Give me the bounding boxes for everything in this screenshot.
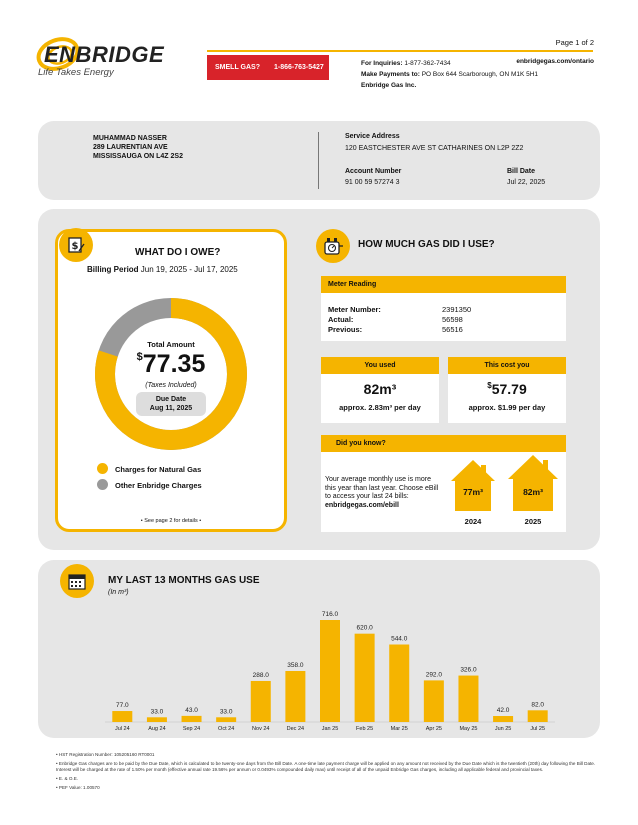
bar-value-label: 620.0: [356, 624, 373, 632]
account-number: 91 00 59 57274 3: [345, 179, 400, 186]
bar-value-label: 292.0: [425, 671, 442, 679]
payments-address: PO Box 644 Scarborough, ON M1K 5H1: [421, 71, 539, 78]
legend-other-label: Other Enbridge Charges: [115, 481, 202, 490]
bar-value-label: 326.0: [460, 666, 477, 674]
x-tick-label: Dec 24: [286, 726, 305, 732]
previous-reading: 56516: [442, 325, 463, 334]
usage-title: HOW MUCH GAS DID I USE?: [358, 239, 495, 250]
bar-oct-24: [216, 717, 236, 722]
you-used-header: You used: [321, 357, 439, 374]
bar-value-label: 358.0: [287, 662, 304, 669]
meter-labels: [328, 305, 381, 335]
bar-jul-24: [112, 711, 132, 722]
total-amount: [93, 350, 249, 379]
billing-period-value: Jun 19, 2025 - Jul 17, 2025: [140, 265, 238, 274]
bar-value-label: 33.0: [150, 708, 164, 716]
footer-line: • HST Registration Number: 105205160 RT0001: [56, 752, 155, 757]
total-currency: $: [136, 351, 143, 363]
total-value: 77.35: [142, 350, 206, 378]
cost-amount: 57.79: [491, 381, 527, 397]
x-tick-label: Mar 25: [390, 726, 408, 732]
actual-reading: 56598: [442, 315, 463, 324]
calendar-icon: [60, 564, 94, 598]
details-note: • See page 2 for details •: [140, 518, 202, 524]
payments-label: Make Payments to:: [361, 71, 420, 78]
company-name: Enbridge Gas Inc.: [361, 82, 417, 89]
bar-nov-24: [251, 681, 271, 722]
meter-values: [442, 305, 471, 335]
dollar-bill-icon: [59, 228, 93, 262]
x-tick-label: Feb 25: [356, 726, 374, 732]
x-tick-label: Oct 24: [218, 726, 235, 732]
house-2025-value: 82m³: [523, 487, 543, 497]
customer-city: MISSISSAUGA ON L4Z 2S2: [93, 153, 183, 160]
smell-gas-phone[interactable]: 1-866-763-5427: [273, 64, 324, 71]
bar-value-label: 288.0: [252, 671, 269, 679]
contact-info: [361, 58, 538, 91]
svg-text:$: $: [71, 241, 79, 252]
legend-other-swatch: [97, 479, 108, 490]
bar-value-label: 544.0: [391, 635, 408, 643]
cost-value: [448, 381, 566, 399]
gas-use-chart: [100, 600, 560, 734]
cost-per-day: approx. $1.99 per day: [468, 403, 546, 412]
history-title: MY LAST 13 MONTHS GAS USE: [108, 575, 260, 586]
customer-name: MUHAMMAD NASSER: [93, 135, 167, 142]
bar-jan-25: [320, 620, 340, 722]
x-tick-label: Aug 24: [148, 726, 166, 732]
bar-may-25: [458, 676, 478, 722]
due-date-label: Due Date: [155, 396, 187, 403]
bar-value-label: 82.0: [531, 701, 545, 709]
x-tick-label: Apr 25: [425, 726, 442, 732]
x-tick-label: Nov 24: [252, 726, 270, 732]
meter-number: 2391350: [442, 305, 472, 314]
service-address-label: Service Address: [345, 133, 400, 140]
ebill-link[interactable]: enbridgegas.com/ebill: [325, 502, 399, 509]
due-date-badge: [136, 392, 206, 416]
brand-name: ENBRIDGE: [44, 42, 165, 67]
house-2024-value: 77m³: [463, 487, 483, 497]
smell-gas-label: SMELL GAS?: [215, 64, 260, 71]
account-number-label: Account Number: [345, 168, 402, 175]
actual-label: Actual:: [328, 315, 354, 324]
house-2024-icon: [448, 457, 498, 513]
bar-apr-25: [424, 680, 444, 722]
website-link[interactable]: enbridgegas.com/ontario: [516, 58, 594, 65]
house-2025-icon: [505, 453, 561, 513]
bar-jul-25: [528, 710, 548, 722]
bar-value-label: 716.0: [321, 611, 339, 618]
meter-reading-header: Meter Reading: [321, 276, 566, 293]
x-tick-label: Jan 25: [321, 726, 339, 732]
history-unit: (In m³): [108, 589, 129, 596]
taxes-note: (Taxes Included): [145, 382, 197, 389]
you-used-value: 82m³: [363, 381, 397, 397]
inquiries-label: For Inquiries:: [361, 60, 403, 67]
x-tick-label: May 25: [459, 726, 478, 732]
bar-jun-25: [493, 716, 513, 722]
footer-line: • E. & O.E.: [56, 776, 79, 781]
cost-header: This cost you: [448, 357, 566, 374]
bill-date-label: Bill Date: [507, 168, 536, 175]
page-number: Page 1 of 2: [555, 38, 594, 47]
previous-label: Previous:: [328, 325, 363, 334]
bar-value-label: 43.0: [185, 706, 198, 714]
service-address: 120 EASTCHESTER AVE ST CATHARINES ON L2P 2Z2: [345, 145, 524, 152]
dyk-text: Your average monthly use is more this year than last year. Choose eBill to access your last 24 bills:: [325, 476, 439, 500]
did-you-know-header: Did you know?: [321, 435, 566, 452]
x-tick-label: Jun 25: [494, 726, 512, 732]
customer-street: 289 LAURENTIAN AVE: [93, 144, 168, 151]
house-2025-year: 2025: [524, 517, 542, 526]
gas-meter-icon: [316, 229, 350, 263]
inquiries-phone: 1-877-362-7434: [404, 60, 451, 67]
billing-period: [87, 265, 238, 274]
owe-title: WHAT DO I OWE?: [135, 247, 221, 258]
divider: [318, 132, 319, 189]
x-tick-label: Jul 25: [530, 726, 546, 732]
bar-dec-24: [285, 671, 305, 722]
brand-tagline: Life Takes Energy: [38, 67, 114, 78]
bar-mar-25: [389, 645, 409, 722]
billing-period-label: Billing Period: [87, 265, 139, 274]
bar-value-label: 33.0: [219, 708, 233, 716]
footer-line: • PEF Value: 1.00570: [56, 785, 100, 790]
you-used-per-day: approx. 2.83m³ per day: [339, 403, 421, 412]
bar-feb-25: [355, 634, 375, 722]
mailing-address: [93, 134, 183, 161]
x-tick-label: Sep 24: [182, 726, 201, 732]
footer-line: • Enbridge Gas charges are to be paid by the Due Date, which is calculated to be twenty-one days from the Bill Date. A one-time late payment charge will be applied on any amount not received by the Due Date which is the twentieth (20th) day following the Bill Date. Interest will be charged at the rate of 1.50% per month (effective annual rate 19.56% per annum or 0.0493% compounded daily max) until receipt of all of the unpaid Enbridge Gas charges, including all applicable federal and provincial taxes.: [56, 761, 596, 772]
x-tick-label: Jul 24: [114, 726, 130, 732]
legend-gas-label: Charges for Natural Gas: [115, 465, 202, 474]
bar-value-label: 77.0: [115, 702, 129, 710]
house-2024-year: 2024: [464, 517, 482, 526]
due-date-value: Aug 11, 2025: [149, 405, 193, 412]
footer-notes: [56, 752, 601, 791]
header-rule: [207, 50, 593, 52]
bar-aug-24: [147, 717, 167, 722]
bill-date: Jul 22, 2025: [507, 179, 546, 186]
bar-value-label: 42.0: [496, 707, 510, 715]
meter-number-label: Meter Number:: [328, 305, 381, 314]
bar-sep-24: [182, 716, 202, 722]
legend-gas-swatch: [97, 463, 108, 474]
cost-currency: $: [487, 381, 492, 390]
total-label: Total Amount: [147, 340, 195, 349]
smell-gas-banner: [207, 55, 329, 80]
